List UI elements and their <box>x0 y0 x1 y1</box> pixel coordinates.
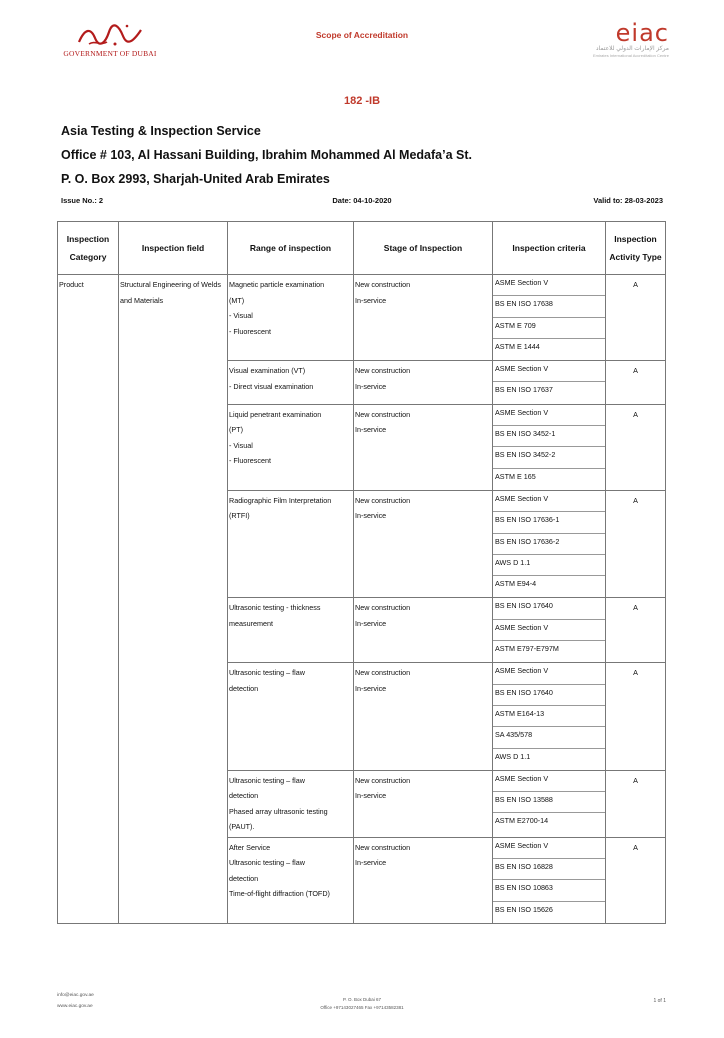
range-cell <box>228 837 354 923</box>
government-of-dubai-logo <box>55 22 165 58</box>
range-line: (PT) <box>229 425 243 435</box>
range-line: - Fluorescent <box>229 456 271 466</box>
criteria-cell <box>493 361 606 405</box>
range-line: Visual examination (VT) <box>229 366 306 376</box>
stage-cell <box>354 275 493 361</box>
criteria-item: ASME Section V <box>493 361 605 382</box>
criteria-item: BS EN ISO 10863 <box>493 880 605 901</box>
organization-address-line-1: Office # 103, Al Hassani Building, Ibrahim Mohammed Al Medafa’a St. <box>61 148 472 162</box>
activity-type-cell <box>606 837 666 923</box>
criteria-item: ASME Section V <box>493 771 605 792</box>
eiac-subtitle: Emirates International Accreditation Centre <box>592 53 669 58</box>
scope-table-body <box>58 275 666 924</box>
criteria-item: BS EN ISO 17636-2 <box>493 534 605 555</box>
stage-cell <box>354 770 493 837</box>
criteria-item: BS EN ISO 13588 <box>493 792 605 813</box>
range-cell <box>228 770 354 837</box>
header-range-of-inspection: Range of inspection <box>228 222 354 275</box>
criteria-cell <box>493 275 606 361</box>
criteria-cell <box>493 837 606 923</box>
criteria-cell <box>493 404 606 490</box>
criteria-cell <box>493 490 606 597</box>
criteria-item: ASTM E797-E797M <box>495 644 559 654</box>
stage-line: In-service <box>355 425 387 435</box>
criteria-item: AWS D 1.1 <box>493 555 605 576</box>
range-line: Phased array ultrasonic testing <box>229 806 328 816</box>
criteria-item: BS EN ISO 17640 <box>493 598 605 619</box>
range-line: Magnetic particle examination <box>229 280 325 289</box>
range-line: Liquid penetrant examination <box>229 409 322 419</box>
criteria-item: BS EN ISO 17638 <box>493 296 605 317</box>
stage-line: In-service <box>355 295 387 305</box>
range-line: Time-of-flight diffraction (TOFD) <box>229 889 330 899</box>
criteria-item: BS EN ISO 17640 <box>493 685 605 706</box>
stage-line: New construction <box>355 495 411 505</box>
criteria-cell <box>493 598 606 663</box>
range-line: - Visual <box>229 311 253 320</box>
activity-type-cell <box>606 490 666 597</box>
range-line: Ultrasonic testing – flaw <box>229 668 305 678</box>
header-inspection-activity-type: Inspection Activity Type <box>606 222 666 275</box>
range-cell <box>228 663 354 770</box>
activity-type-cell <box>606 275 666 361</box>
footer-address <box>0 996 724 1012</box>
criteria-item: ASTM E 165 <box>495 471 536 481</box>
footer-email: info@eiac.gov.ae <box>57 993 94 998</box>
footer-website: www.eiac.gov.ae <box>57 1004 93 1009</box>
range-cell <box>228 404 354 490</box>
activity-type-value: A <box>633 842 638 852</box>
range-line: detection <box>229 683 259 693</box>
stage-line: In-service <box>355 791 387 801</box>
criteria-item: ASTM E 709 <box>493 318 605 339</box>
activity-type-value: A <box>633 366 638 376</box>
activity-type-cell <box>606 404 666 490</box>
activity-type-value: A <box>633 603 638 613</box>
stage-line: New construction <box>355 280 411 289</box>
table-header-row <box>58 222 666 275</box>
stage-line: New construction <box>355 603 411 613</box>
criteria-cell <box>493 663 606 770</box>
criteria-item: SA 435/578 <box>493 727 605 748</box>
criteria-item: BS EN ISO 17637 <box>495 385 553 395</box>
stage-cell <box>354 404 493 490</box>
stage-line: In-service <box>355 511 387 521</box>
table-row <box>58 275 666 361</box>
criteria-item: BS EN ISO 17636-1 <box>493 512 605 533</box>
header-stage-of-inspection: Stage of Inspection <box>354 222 493 275</box>
range-cell <box>228 598 354 663</box>
activity-type-value: A <box>633 668 638 678</box>
activity-type-cell <box>606 770 666 837</box>
activity-type-cell <box>606 663 666 770</box>
range-line: (MT) <box>229 295 245 305</box>
stage-line: In-service <box>355 858 387 868</box>
eiac-logo-mark: eiac <box>615 19 669 47</box>
stage-line: New construction <box>355 842 411 852</box>
stage-line: New construction <box>355 409 411 419</box>
criteria-item: BS EN ISO 16828 <box>493 859 605 880</box>
criteria-cell <box>493 770 606 837</box>
stage-line: New construction <box>355 668 411 678</box>
range-line: Ultrasonic testing – flaw <box>229 858 305 868</box>
field-cell <box>119 275 228 924</box>
stage-cell <box>354 490 493 597</box>
scope-table <box>57 221 666 924</box>
stage-line: New construction <box>355 775 411 785</box>
footer-phones: Office +97143027465 Fax +97143582381 <box>320 1005 404 1010</box>
stage-cell <box>354 598 493 663</box>
activity-type-cell <box>606 361 666 405</box>
header-inspection-field: Inspection field <box>119 222 228 275</box>
organization-name: Asia Testing & Inspection Service <box>61 124 261 138</box>
range-line: Radiographic Film Interpretation <box>229 495 332 505</box>
range-cell <box>228 275 354 361</box>
criteria-item: BS EN ISO 3452-1 <box>493 426 605 447</box>
criteria-item: ASTM E94-4 <box>495 579 537 589</box>
activity-type-value: A <box>633 775 638 785</box>
category-text: Product <box>59 280 84 289</box>
stage-line: In-service <box>355 683 387 693</box>
activity-type-value: A <box>633 495 638 505</box>
criteria-item: BS EN ISO 3452-2 <box>493 447 605 468</box>
organization-address-line-2: P. O. Box 2993, Sharjah-United Arab Emirates <box>61 172 330 186</box>
field-text: Structural Engineering of Welds and Materials <box>120 280 221 305</box>
range-line: measurement <box>229 618 273 628</box>
header-inspection-criteria: Inspection criteria <box>493 222 606 275</box>
range-line: After Service <box>229 842 271 852</box>
range-line: - Direct visual examination <box>229 381 314 391</box>
range-line: detection <box>229 873 259 883</box>
criteria-item: ASME Section V <box>493 620 605 641</box>
range-line: Ultrasonic testing - thickness <box>229 603 321 613</box>
issue-number: Issue No.: 2 <box>61 196 104 205</box>
footer-pobox: P. O. Box Dubai 67 <box>343 997 381 1002</box>
eiac-arabic-name: مركز الإمارات الدولي للاعتماد <box>595 46 669 52</box>
criteria-item: ASME Section V <box>493 405 605 426</box>
issue-date: Date: 04-10-2020 <box>332 196 392 205</box>
range-line: detection <box>229 791 259 801</box>
gov-label: GOVERNMENT OF DUBAI <box>63 49 157 58</box>
range-line: - Visual <box>229 440 253 450</box>
range-line: Ultrasonic testing – flaw <box>229 775 305 785</box>
activity-type-cell <box>606 598 666 663</box>
criteria-item: ASME Section V <box>493 663 605 684</box>
range-line: - Fluorescent <box>229 326 271 336</box>
criteria-item: BS EN ISO 15626 <box>495 904 553 914</box>
criteria-item: ASME Section V <box>493 838 605 859</box>
valid-to-date: Valid to: 28-03-2023 <box>593 196 663 205</box>
criteria-item: ASTM E 1444 <box>495 341 540 351</box>
header-title: Scope of Accreditation <box>315 30 409 40</box>
activity-type-value: A <box>633 280 638 289</box>
accreditation-number: 182 -IB <box>343 95 381 107</box>
activity-type-value: A <box>633 409 638 419</box>
criteria-item: ASTM E164-13 <box>493 706 605 727</box>
category-cell <box>58 275 119 924</box>
criteria-item: ASTM E2700-14 <box>495 816 549 826</box>
criteria-item: ASME Section V <box>493 491 605 512</box>
eiac-logo <box>579 20 669 59</box>
criteria-item: AWS D 1.1 <box>495 751 531 761</box>
range-line: (RTFI) <box>229 511 250 521</box>
stage-line: New construction <box>355 366 411 376</box>
range-cell <box>228 490 354 597</box>
stage-cell <box>354 663 493 770</box>
stage-cell <box>354 837 493 923</box>
stage-cell <box>354 361 493 405</box>
criteria-item: ASME Section V <box>493 275 605 296</box>
header-inspection-category: Inspection Category <box>58 222 119 275</box>
stage-line: In-service <box>355 618 387 628</box>
stage-line: In-service <box>355 381 387 391</box>
range-cell <box>228 361 354 405</box>
footer-page-number: 1 of 1 <box>653 998 666 1004</box>
range-line: (PAUT). <box>229 822 255 832</box>
